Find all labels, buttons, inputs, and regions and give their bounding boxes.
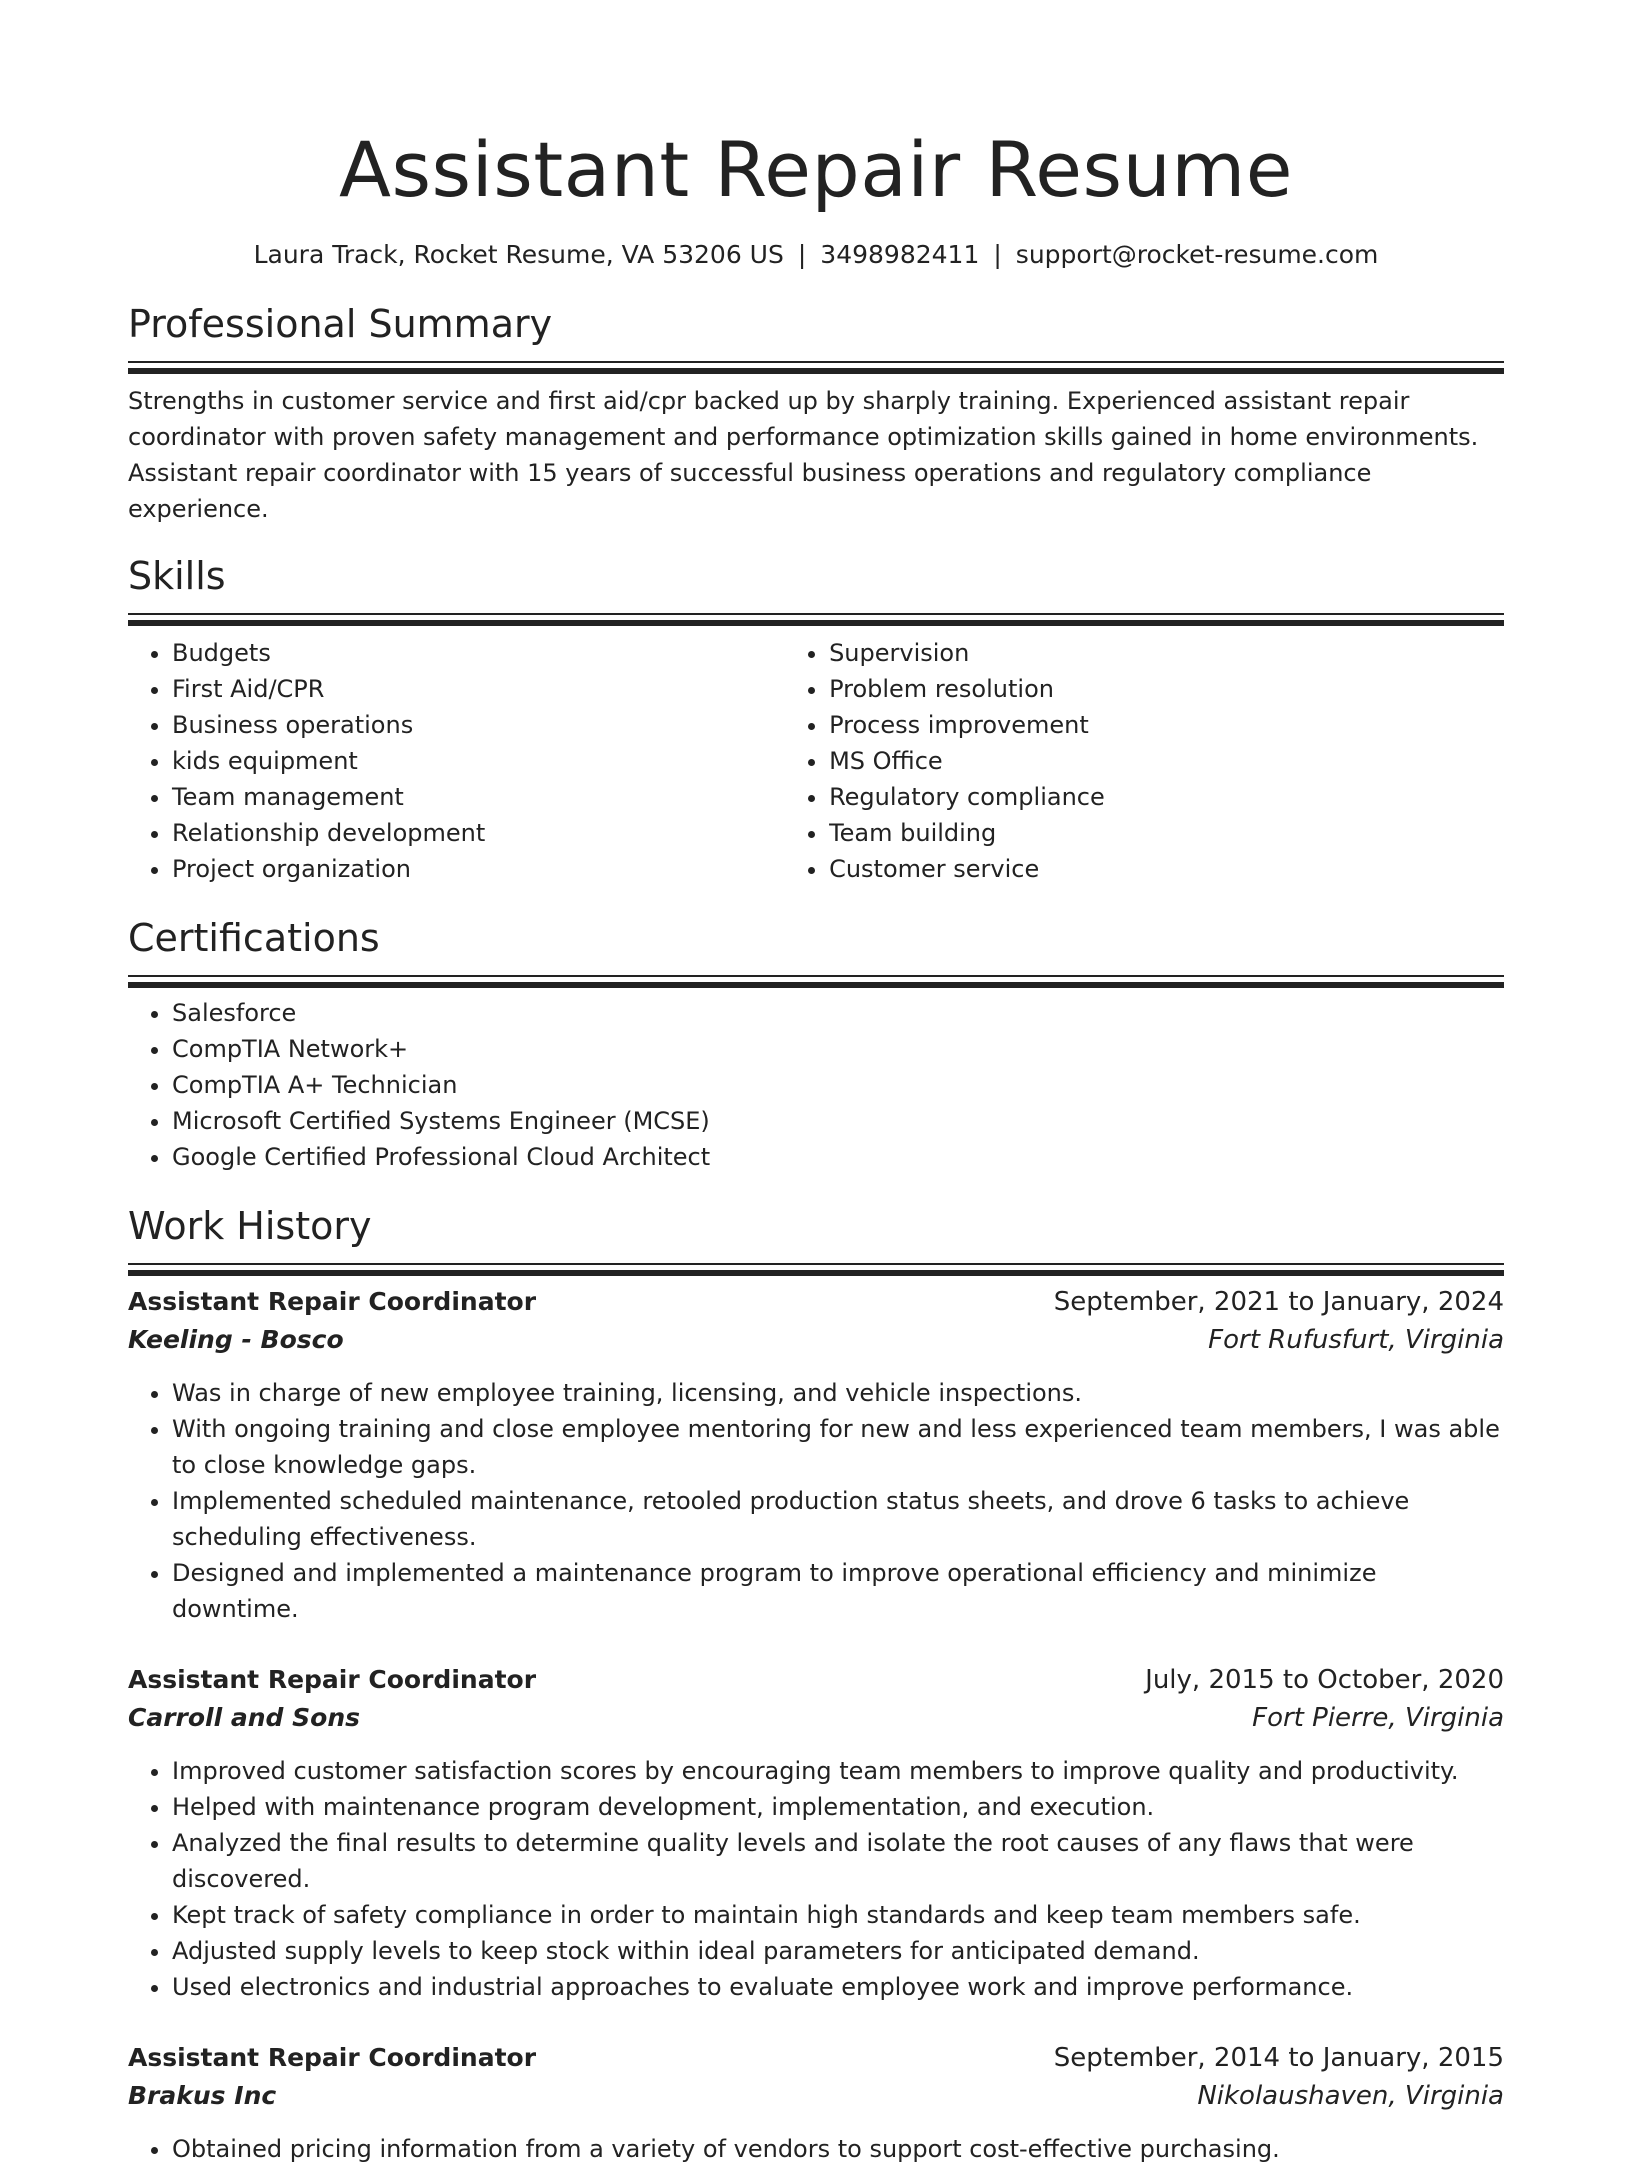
- certification-item: • CompTIA Network+: [172, 1031, 1504, 1067]
- job-subheader: [128, 1699, 1504, 1737]
- skill-item: • Regulatory compliance: [829, 779, 1504, 815]
- job-header: [128, 1283, 1504, 1321]
- job-bullet: • With ongoing training and close employee mentoring for new and less experienced team members, I was able to close knowledge gaps.: [172, 1411, 1504, 1483]
- skill-item: • Business operations: [172, 707, 785, 743]
- certification-item: • CompTIA A+ Technician: [172, 1067, 1504, 1103]
- contact-separator: |: [993, 240, 1002, 269]
- resume-title: Assistant Repair Resume: [338, 125, 1294, 214]
- contact-email: support@rocket-resume.com: [1015, 240, 1379, 269]
- job-bullets: [128, 1375, 1504, 1627]
- skill-item: • MS Office: [829, 743, 1504, 779]
- job-dates: September, 2014 to January, 2015: [1053, 2043, 1504, 2073]
- work-history-heading: Work History: [128, 1204, 372, 1248]
- job-bullet: • Improved customer satisfaction scores by encouraging team members to improve quality and productivity.: [172, 1753, 1504, 1789]
- job-dates: September, 2021 to January, 2024: [1053, 1287, 1504, 1317]
- job-entry: [128, 1283, 1504, 1627]
- job-header: [128, 2039, 1504, 2077]
- skill-item: • Customer service: [829, 851, 1504, 887]
- certifications-list: [128, 995, 1504, 1175]
- job-company: Keeling - Bosco: [128, 1325, 344, 1354]
- skill-item: • Team management: [172, 779, 785, 815]
- job-bullets: [128, 1753, 1504, 2005]
- job-entry: [128, 2039, 1504, 2167]
- skill-item: • Team building: [829, 815, 1504, 851]
- skill-item: • Problem resolution: [829, 671, 1504, 707]
- skills-heading: Skills: [128, 554, 226, 598]
- job-bullet: • Obtained pricing information from a variety of vendors to support cost-effective purchasing.: [172, 2131, 1504, 2167]
- contact-address: Laura Track, Rocket Resume, VA 53206 US: [253, 240, 784, 269]
- contact-separator: |: [797, 240, 807, 269]
- resume-page: [128, 0, 1504, 2167]
- job-dates: July, 2015 to October, 2020: [1145, 1665, 1504, 1695]
- job-location: Nikolaushaven, Virginia: [1197, 2081, 1504, 2111]
- work-history-section: [128, 1201, 1504, 2167]
- job-bullet: • Used electronics and industrial approaches to evaluate employee work and improve performance.: [172, 1969, 1504, 2005]
- skill-item: • First Aid/CPR: [172, 671, 785, 707]
- job-subheader: [128, 2077, 1504, 2115]
- skill-item: • kids equipment: [172, 743, 785, 779]
- summary-text: Strengths in customer service and first aid/cpr backed up by sharply training. Experienced assistant repair coordinator with proven safety management and performance optimization skills gained in home environments. Assistant repair coordinator with 15 years of successful business operations and regulatory compliance experience.: [128, 387, 1479, 523]
- job-bullet: • Designed and implemented a maintenance program to improve operational efficiency and minimize downtime.: [172, 1555, 1504, 1627]
- section-divider: [128, 1263, 1504, 1265]
- skills-grid: [128, 635, 1504, 887]
- job-title: Assistant Repair Coordinator: [128, 1665, 537, 1694]
- job-title: Assistant Repair Coordinator: [128, 2043, 537, 2072]
- section-divider: [128, 975, 1504, 977]
- job-company: Carroll and Sons: [128, 1703, 361, 1732]
- job-title: Assistant Repair Coordinator: [128, 1287, 537, 1316]
- skills-section: [128, 551, 1504, 887]
- skills-list-left: [128, 635, 785, 887]
- skill-item: • Process improvement: [829, 707, 1504, 743]
- skill-item: • Relationship development: [172, 815, 785, 851]
- certification-item: • Google Certified Professional Cloud Architect: [172, 1139, 1504, 1175]
- skill-item: • Budgets: [172, 635, 785, 671]
- skill-item: • Supervision: [829, 635, 1504, 671]
- job-bullet: • Kept track of safety compliance in order to maintain high standards and keep team members safe.: [172, 1897, 1504, 1933]
- job-header: [128, 1661, 1504, 1699]
- certification-item: • Salesforce: [172, 995, 1504, 1031]
- job-location: Fort Rufusfurt, Virginia: [1208, 1325, 1504, 1355]
- job-entry: [128, 1661, 1504, 2005]
- summary-heading: Professional Summary: [128, 302, 553, 346]
- job-location: Fort Pierre, Virginia: [1252, 1703, 1504, 1733]
- job-subheader: [128, 1321, 1504, 1359]
- contact-line: [128, 238, 1504, 272]
- job-bullet: • Analyzed the final results to determine quality levels and isolate the root causes of any flaws that were discovered.: [172, 1825, 1504, 1897]
- skill-item: • Project organization: [172, 851, 785, 887]
- job-bullet: • Adjusted supply levels to keep stock within ideal parameters for anticipated demand.: [172, 1933, 1504, 1969]
- section-divider: [128, 613, 1504, 615]
- certifications-heading: Certifications: [128, 916, 380, 960]
- job-company: Brakus Inc: [128, 2081, 277, 2110]
- certification-item: • Microsoft Certified Systems Engineer (MCSE): [172, 1103, 1504, 1139]
- section-divider: [128, 361, 1504, 363]
- certifications-section: [128, 913, 1504, 1175]
- job-bullet: • Was in charge of new employee training, licensing, and vehicle inspections.: [172, 1375, 1504, 1411]
- skills-list-right: [785, 635, 1504, 887]
- job-bullets: [128, 2131, 1504, 2167]
- summary-section: [128, 299, 1504, 527]
- job-bullet: • Implemented scheduled maintenance, retooled production status sheets, and drove 6 tasks to achieve scheduling effectiveness.: [172, 1483, 1504, 1555]
- job-bullet: • Helped with maintenance program development, implementation, and execution.: [172, 1789, 1504, 1825]
- contact-phone: 3498982411: [820, 240, 980, 269]
